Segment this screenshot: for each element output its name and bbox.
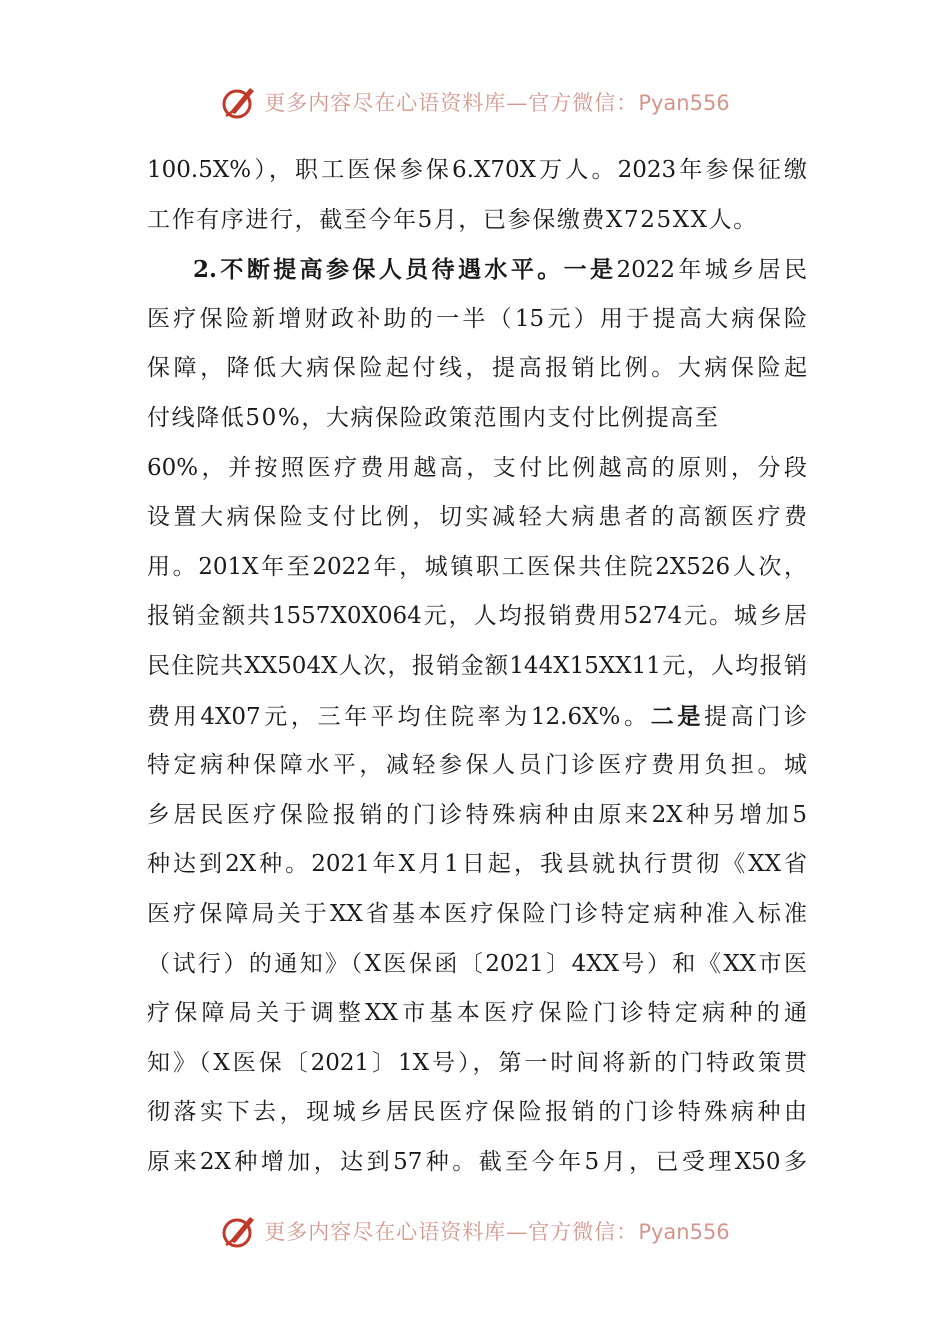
- heading-rest: 2022年城乡居民: [616, 257, 807, 284]
- text-line: 保障，降低大病保险起付线，提高报销比例。大病保险起: [147, 355, 807, 382]
- banner-text: 更多内容尽在心语资料库—官方微信：Pyan556: [264, 91, 730, 115]
- quill-logo-icon: [220, 1211, 260, 1251]
- point-two-label: 二是: [650, 702, 705, 730]
- text-line: 付线降低50%，大病保险政策范围内支付比例提高至: [147, 404, 720, 431]
- footer-banner: [0, 1209, 950, 1253]
- wechat-id: Pyan556: [638, 91, 730, 115]
- text-line: 工作有序进行，截至今年5月，已参保缴费X725XX人。: [147, 206, 758, 233]
- text-line: 知》（X医保〔2021〕1X号），第一时间将新的门特政策贯: [147, 1049, 807, 1076]
- point-two-line: 费用4X07元，三年平均住院率为12.6X%。二是提高门诊: [147, 702, 808, 730]
- document-body: [147, 146, 807, 1187]
- text-line: 乡居民医疗保险报销的门诊特殊病种由原来2X种另增加5: [147, 801, 807, 828]
- quill-logo-icon: [220, 82, 260, 122]
- text-line: 原来2X种增加，达到57种。截至今年5月，已受理X50多: [147, 1148, 807, 1175]
- text-line: 医疗保险新增财政补助的一半（15元）用于提高大病保险: [147, 305, 807, 332]
- section-heading: 2.不断提高参保人员待遇水平。: [193, 256, 564, 284]
- text-line: 设置大病保险支付比例，切实减轻大病患者的高额医疗费: [147, 504, 807, 531]
- banner-text: 更多内容尽在心语资料库—官方微信：Pyan556: [264, 1220, 730, 1244]
- text-line: 用。201X年至2022年，城镇职工医保共住院2X526人次，: [147, 553, 807, 580]
- text-line: （试行）的通知》（X医保函〔2021〕4XX号）和《XX市医: [147, 950, 807, 977]
- text-line: 医疗保障局关于XX省基本医疗保险门诊特定病种准入标准: [147, 900, 807, 927]
- header-banner: [0, 80, 950, 124]
- wechat-id: Pyan556: [638, 1220, 730, 1244]
- text-line: 报销金额共1557X0X064元，人均报销费用5274元。城乡居: [147, 603, 807, 630]
- text-line: 种达到2X种。2021年X月1日起，我县就执行贯彻《XX省: [147, 851, 807, 878]
- section-heading-line: [147, 245, 807, 295]
- text-line: 民住院共XX504X人次，报销金额144X15XX11元，人均报销: [147, 652, 807, 679]
- point-one-label: 一是: [563, 256, 617, 284]
- text-line: 彻落实下去，现城乡居民医疗保险报销的门诊特殊病种由: [147, 1099, 807, 1126]
- text-line: 100.5X%），职工医保参保6.X70X万人。2023年参保征缴: [147, 157, 807, 183]
- text-line: 60%，并按照医疗费用越高，支付比例越高的原则，分段: [147, 454, 807, 481]
- text-line: 特定病种保障水平，减轻参保人员门诊医疗费用负担。城: [147, 752, 807, 779]
- text-line: 疗保障局关于调整XX市基本医疗保险门诊特定病种的通: [147, 1000, 807, 1027]
